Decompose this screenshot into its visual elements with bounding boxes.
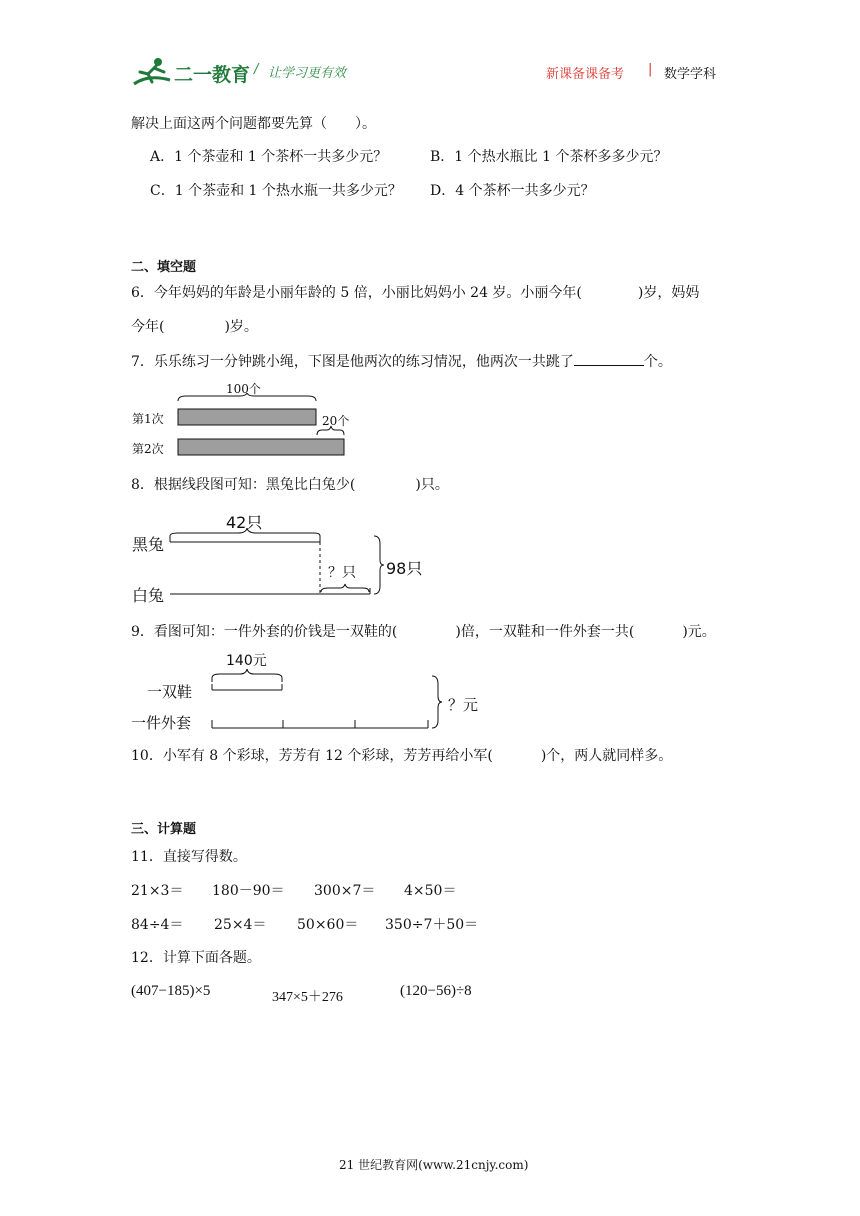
- q11-item: 25×4＝: [214, 917, 267, 933]
- q9-text-c: )元。: [682, 624, 716, 640]
- q10-text-a: 10．小军有 8 个彩球，芳芳有 12 个彩球，芳芳再给小军(: [131, 748, 493, 764]
- q6-line1: [131, 282, 699, 302]
- q9-text-b: )倍，一双鞋和一件外套一共(: [455, 624, 635, 640]
- q9-text-a: 9．看图可知：一件外套的价钱是一双鞋的(: [131, 624, 398, 640]
- q7-row1-label: 第1次: [132, 412, 164, 426]
- q11-item: 50×60＝: [297, 917, 359, 933]
- q6-text-a: 6．今年妈妈的年龄是小丽年龄的 5 倍，小丽比妈妈小 24 岁。小丽今年(: [131, 285, 582, 301]
- q6-text-b: )岁，妈妈: [637, 285, 700, 301]
- q7-fig-extra-label: 20个: [322, 414, 350, 428]
- q12-item: 347×5＋276: [272, 990, 343, 1005]
- q7-bar-2: [178, 439, 344, 455]
- q8-text-b: )只。: [415, 477, 449, 493]
- q11-item: 84÷4＝: [131, 917, 184, 933]
- q11-item: 300×7＝: [314, 883, 376, 899]
- q8-diff-label: ？只: [328, 565, 356, 581]
- q9-row1-label: 一双鞋: [147, 683, 193, 701]
- q11-item: 350÷7＋50＝: [385, 917, 479, 933]
- q5-option-d: D．4 个茶杯一共多少元？: [430, 183, 595, 199]
- q7-fig-top-label: 100个: [226, 382, 261, 396]
- q10-text-b: )个，两人就同样多。: [540, 748, 673, 764]
- page-footer: 21 世纪教育网(www.21cnjy.com): [339, 1158, 529, 1172]
- q9-row2-label: 一件外套: [131, 714, 192, 732]
- q8-total-label: 98只: [386, 559, 423, 578]
- slogan-text: 让学习更有效: [268, 66, 347, 81]
- q12-item: (407−185)×5: [131, 983, 211, 999]
- section-calc-title: 三、计算题: [131, 822, 197, 837]
- q6-line2: [131, 316, 258, 336]
- q9-total-label: ？元: [448, 696, 479, 714]
- q11-item: 21×3＝: [131, 883, 184, 899]
- q5-stem: 解决上面这两个问题都要先算（ ）。: [131, 116, 376, 132]
- q5-option-b: B．1 个热水瓶比 1 个茶杯多多少元？: [430, 149, 668, 165]
- q10-line: [131, 745, 672, 765]
- q7-row2-label: 第2次: [132, 442, 164, 456]
- q9-segment-diagram: [206, 666, 446, 732]
- q7-answer-line[interactable]: [574, 351, 644, 366]
- header-separator: |: [648, 62, 653, 77]
- q6-text-d: )岁。: [224, 319, 258, 335]
- q9-fig-top-label: 140元: [226, 653, 267, 669]
- q12-stem: 12．计算下面各题。: [131, 950, 261, 966]
- q11-item: 180－90＝: [212, 883, 285, 899]
- header-course-label: 新课备课备考: [546, 67, 625, 82]
- q9-line: [131, 621, 716, 641]
- q8-row1-label: 黑兔: [132, 535, 165, 554]
- section-fill-blank-title: 二、填空题: [131, 260, 197, 275]
- q11-stem: 11．直接写得数。: [131, 849, 247, 865]
- q12-item: (120−56)÷8: [400, 983, 472, 999]
- q8-row2-label: 白兔: [132, 586, 165, 605]
- q8-fig-top-label: 42只: [226, 513, 263, 532]
- logo-text: 二一教育: [174, 64, 251, 86]
- q7-bar-1: [178, 409, 316, 425]
- slogan-divider: /: [254, 62, 259, 77]
- logo-runner-icon: [130, 54, 176, 88]
- header-subject-label: 数学学科: [664, 67, 717, 82]
- q7-tail: 个。: [643, 354, 672, 370]
- q5-option-a: A．1 个茶壶和 1 个茶杯一共多少元？: [150, 149, 388, 165]
- q11-item: 4×50＝: [404, 883, 457, 899]
- q7-line: [131, 351, 672, 371]
- q8-line: [131, 474, 449, 494]
- q7-text: 7．乐乐练习一分钟跳小绳，下图是他两次的练习情况，他两次一共跳了: [131, 354, 574, 370]
- q6-text-c: 今年(: [131, 319, 165, 335]
- q5-option-c: C．1 个茶壶和 1 个热水瓶一共多少元？: [150, 183, 402, 199]
- q8-text-a: 8．根据线段图可知：黑兔比白兔少(: [131, 477, 356, 493]
